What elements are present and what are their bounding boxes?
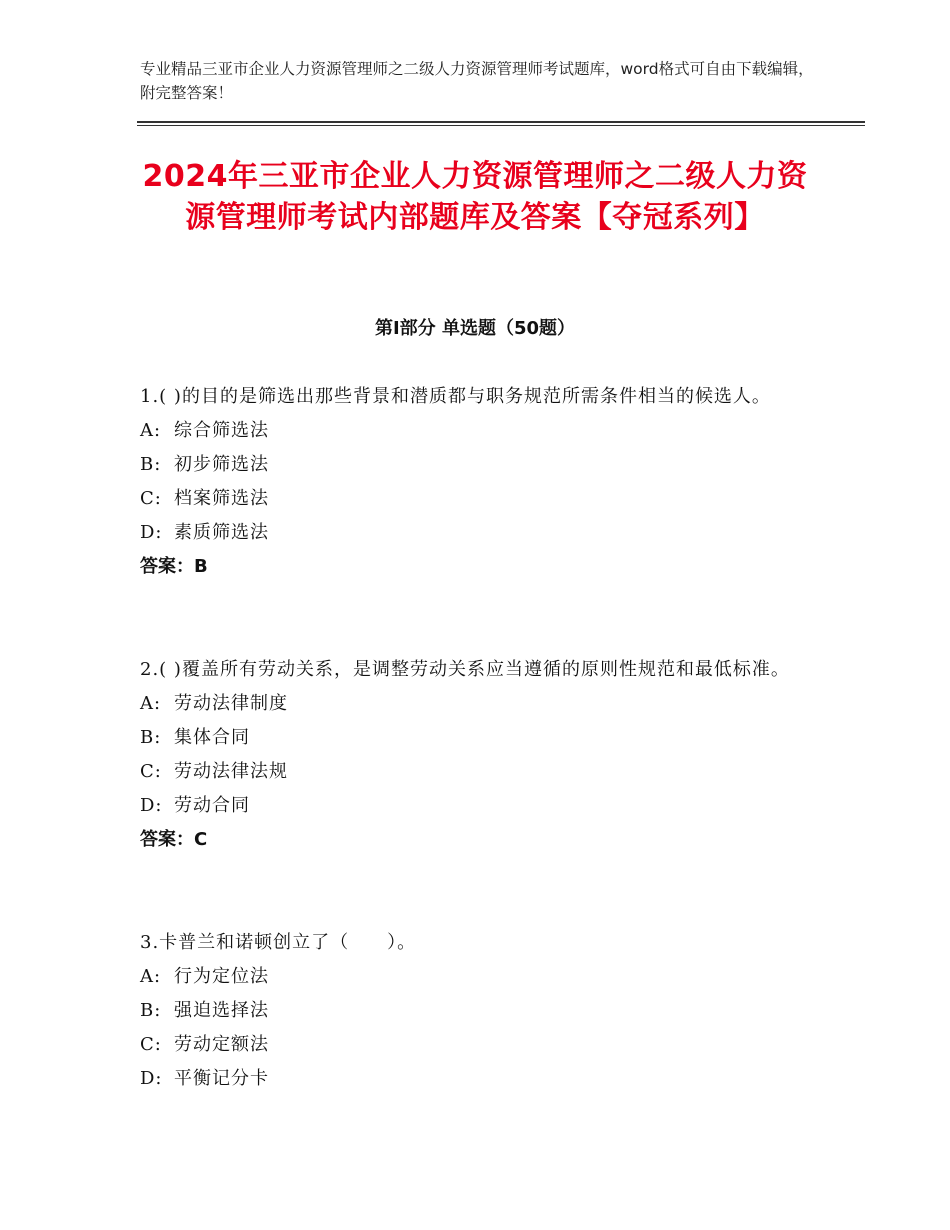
- option-d: [140, 789, 820, 823]
- option-text: 劳动法律法规: [174, 761, 288, 782]
- document-title: 2024年三亚市企业人力资源管理师之二级人力资源管理师考试内部题库及答案【夺冠系列】: [142, 159, 808, 235]
- option-key: B:: [140, 1000, 162, 1021]
- option-d: [140, 516, 820, 550]
- option-text: 强迫选择法: [174, 1000, 269, 1021]
- option-key: C:: [140, 488, 162, 509]
- option-text: 劳动合同: [174, 795, 250, 816]
- header-note: 专业精品三亚市企业人力资源管理师之二级人力资源管理师考试题库，word格式可自由下载编辑，附完整答案！: [140, 60, 814, 102]
- option-c: [140, 755, 820, 789]
- option-text: 劳动定额法: [174, 1034, 269, 1055]
- option-key: B:: [140, 454, 162, 475]
- question-1: [140, 380, 820, 584]
- question-stem: 3.卡普兰和诺顿创立了（ ）。: [140, 932, 417, 953]
- option-key: D:: [140, 522, 163, 543]
- option-key: C:: [140, 761, 162, 782]
- answer: 答案：B: [140, 556, 208, 577]
- option-key: C:: [140, 1034, 162, 1055]
- option-c: [140, 482, 820, 516]
- question-2: [140, 653, 820, 857]
- question-stem: 1.( )的目的是筛选出那些背景和潜质都与职务规范所需条件相当的候选人。: [140, 386, 771, 407]
- option-d: [140, 1062, 820, 1096]
- option-key: A:: [140, 420, 162, 441]
- option-b: [140, 448, 820, 482]
- option-b: [140, 721, 820, 755]
- question-3: [140, 926, 820, 1096]
- option-text: 素质筛选法: [174, 522, 269, 543]
- section-heading: 第Ⅰ部分 单选题（50题）: [374, 318, 575, 339]
- question-stem: 2.( )覆盖所有劳动关系，是调整劳动关系应当遵循的原则性规范和最低标准。: [140, 659, 790, 680]
- option-key: A:: [140, 693, 162, 714]
- option-text: 平衡记分卡: [174, 1068, 269, 1089]
- header-rule-thick: [137, 121, 865, 123]
- option-a: [140, 414, 820, 448]
- option-text: 集体合同: [174, 727, 250, 748]
- option-key: A:: [140, 966, 162, 987]
- header-rule-thin: [137, 125, 865, 126]
- option-key: D:: [140, 795, 163, 816]
- option-text: 行为定位法: [174, 966, 269, 987]
- option-text: 档案筛选法: [174, 488, 269, 509]
- option-c: [140, 1028, 820, 1062]
- option-key: B:: [140, 727, 162, 748]
- option-a: [140, 687, 820, 721]
- option-key: D:: [140, 1068, 163, 1089]
- option-a: [140, 960, 820, 994]
- option-text: 综合筛选法: [174, 420, 269, 441]
- option-b: [140, 994, 820, 1028]
- option-text: 初步筛选法: [174, 454, 269, 475]
- answer: 答案：C: [140, 829, 208, 850]
- option-text: 劳动法律制度: [174, 693, 288, 714]
